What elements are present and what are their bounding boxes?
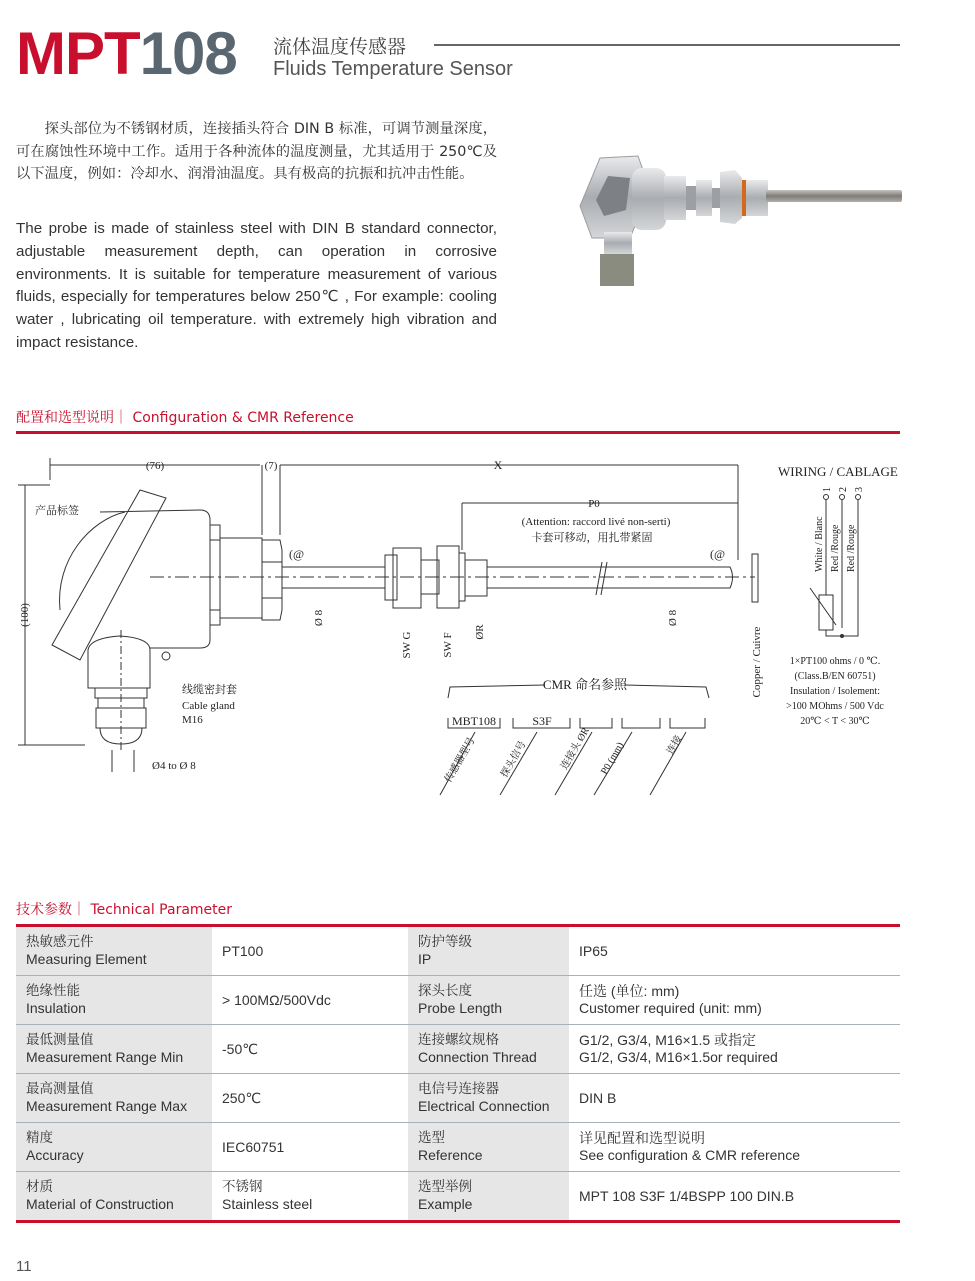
spec-label-text: Reference (418, 1147, 483, 1163)
spec-value (212, 1025, 408, 1074)
spec-value (569, 1074, 900, 1123)
spec-row (16, 927, 900, 976)
spec-value-text: 详见配置和选型说明 (579, 1130, 705, 1146)
model-prefix: MPT (16, 20, 140, 87)
title-en: Fluids Temperature Sensor (273, 58, 513, 80)
cmr-title: CMR 命名参照 (542, 677, 628, 692)
cmr-box-1: MBT108 (451, 714, 497, 728)
product-photo (560, 120, 960, 310)
spec-label-text: 最低测量值 (26, 1032, 94, 1048)
dim-p0-label: P0 (588, 498, 600, 510)
spec-label (408, 1025, 569, 1074)
page-number: 11 (16, 1258, 32, 1275)
spec-label-text: 绝缘性能 (26, 983, 80, 999)
spec-value (569, 1025, 900, 1074)
spec-label-text: 精度 (26, 1130, 53, 1146)
intro-text-en: The probe is made of stainless steel with DIN B standard connector, adjustable measurement depth, can operation in corrosive environments. It is suitable for temperature measurement of various fluids, especially for temperatures below 250℃ , For example: cooling water , lubricating oil temperature. with extremely high vibration and impact resistance. (16, 220, 497, 351)
dim-76-label: (76) (145, 460, 165, 472)
spec-label-text: 材质 (26, 1179, 53, 1195)
wiring-note: 1×PT100 ohms / 0 ℃. (789, 656, 881, 667)
intro-text-cn: 探头部位为不锈钢材质，连接插头符合 DIN B 标准，可调节测量深度，可在腐蚀性环境中工作。适用于各种流体的温度测量，尤其适用于 250℃及以下温度，例如：冷却水、润滑油温度。具有极高的抗振和抗冲击性能。 (16, 121, 497, 182)
copper-label: Copper / Cuivre (751, 626, 763, 698)
spec-value (569, 1123, 900, 1172)
terminal-2: 2 (838, 487, 849, 492)
wire-2-label: Red /Rouge (830, 524, 841, 572)
spec-value-text: MPT 108 S3F 1/4BSPP 100 DIN.B (579, 1187, 795, 1204)
spec-label (408, 1074, 569, 1123)
spec-value (212, 1123, 408, 1172)
dia-8-right: Ø 8 (667, 609, 679, 627)
model-title (16, 22, 237, 86)
at-left: (@ (289, 547, 305, 561)
attention-cn: 卡套可移动，用扎带紧固 (531, 532, 653, 544)
spec-label-text: 选型举例 (418, 1179, 472, 1195)
spec-value (212, 976, 408, 1025)
dia-r-label: ØR (474, 624, 486, 640)
attention-en: (Attention: raccord livé non-serti) (521, 516, 671, 528)
spec-label-text: Insulation (26, 1000, 86, 1016)
spec-label (16, 1123, 212, 1172)
wire-1-label: White / Blanc (814, 516, 825, 572)
cable-gland-cn: 线缆密封套 (182, 684, 237, 696)
spec-value (569, 1172, 900, 1222)
spec-label-text: 电信号连接器 (418, 1081, 499, 1097)
spec-value-text: Stainless steel (222, 1196, 313, 1212)
dim-7-label: (7) (264, 460, 278, 472)
spec-value-text: IP65 (579, 942, 608, 959)
spec-label-text: Connection Thread (418, 1049, 537, 1065)
spec-row (16, 976, 900, 1025)
at-right: (@ (710, 547, 726, 561)
sensor-probe (766, 190, 902, 202)
dim-100-label: (100) (19, 603, 31, 627)
spec-label-text: 最高测量值 (26, 1081, 94, 1097)
spec-row (16, 1074, 900, 1123)
spec-label-text: 防护等级 (418, 934, 472, 950)
cmr-label-1: 传感器型号 (443, 735, 478, 785)
dimension-diagram (0, 450, 975, 810)
wire-3-label: Red /Rouge (846, 524, 857, 572)
spec-label (408, 1172, 569, 1222)
spec-value-text: 250℃ (222, 1089, 262, 1106)
cable-gland-size: M16 (182, 714, 203, 726)
title-divider (434, 44, 900, 46)
spec-label-text: Material of Construction (26, 1196, 174, 1212)
spec-value-text: G1/2, G3/4, M16×1.5 或指定 (579, 1032, 757, 1048)
sensor-head (580, 156, 666, 286)
spec-value (569, 976, 900, 1025)
spec-label (408, 976, 569, 1025)
spec-value-text: DIN B (579, 1089, 617, 1106)
dia-8-left: Ø 8 (313, 609, 325, 627)
wiring-note: >100 MOhms / 500 Vdc (786, 701, 884, 712)
spec-row (16, 1123, 900, 1172)
spec-label (16, 976, 212, 1025)
cable-range: Ø4 to Ø 8 (152, 760, 196, 772)
spec-label (408, 927, 569, 976)
title-cn: 流体温度传感器 (273, 36, 407, 58)
cmr-label-3: 连接头 ØR (559, 725, 592, 772)
spec-value-text: -50℃ (222, 1040, 258, 1057)
spec-label-text: Measuring Element (26, 951, 147, 967)
spec-value (569, 927, 900, 976)
spec-label-text: 选型 (418, 1130, 445, 1146)
wiring-title: WIRING / CABLAGE (778, 464, 898, 479)
spec-table (16, 927, 900, 1223)
spec-label-text: Probe Length (418, 1000, 503, 1016)
config-section-rule (16, 431, 900, 434)
spec-label (408, 1123, 569, 1172)
terminal-3: 3 (854, 487, 865, 492)
model-number: 108 (139, 20, 237, 87)
sw-f-label: SW F (442, 632, 454, 658)
spec-label-text: Measurement Range Min (26, 1049, 184, 1065)
spec-label-text: Measurement Range Max (26, 1098, 188, 1114)
config-section-title: 配置和选型说明｜ Configuration & CMR Reference (16, 410, 354, 426)
spec-value (212, 1172, 408, 1222)
dim-x-label: X (493, 458, 503, 472)
spec-value-text: IEC60751 (222, 1138, 285, 1155)
spec-label-text: 热敏感元件 (26, 934, 94, 950)
dim-line-76 (50, 458, 738, 560)
cmr-label-4: P0 (mm) (599, 740, 627, 777)
cmr-box-2: S3F (532, 714, 552, 728)
sensor-fittings (664, 170, 768, 224)
spec-row (16, 1172, 900, 1222)
wiring-note: (Class.B/EN 60751) (794, 671, 876, 682)
spec-label-text: Example (418, 1196, 473, 1212)
spec-label-text: 连接螺纹规格 (418, 1032, 499, 1048)
cmr-label-5: 连接 (665, 733, 685, 757)
spec-label (16, 927, 212, 976)
spec-value-text: 不锈钢 (222, 1179, 263, 1195)
spec-value-text: > 100MΩ/500Vdc (222, 991, 331, 1008)
spec-label (16, 1025, 212, 1074)
spec-row (16, 1025, 900, 1074)
spec-value-text: PT100 (222, 942, 264, 959)
terminal-1: 1 (822, 487, 833, 492)
spec-value (212, 1074, 408, 1123)
spec-value-text: 任选 (单位: mm) (579, 983, 680, 999)
spec-label-text: Accuracy (26, 1147, 84, 1163)
wiring-note: 20℃ < T < 30℃ (800, 716, 870, 727)
spec-value-text: G1/2, G3/4, M16×1.5or required (579, 1049, 778, 1065)
spec-value-text: See configuration & CMR reference (579, 1147, 800, 1163)
cable-gland-en: Cable gland (182, 700, 235, 712)
wiring-note: Insulation / Isolement: (790, 686, 880, 697)
spec-label-text: IP (418, 951, 432, 967)
cmr-label-2: 探头信号 (499, 739, 529, 780)
spec-label (16, 1074, 212, 1123)
spec-label (16, 1172, 212, 1222)
spec-label-text: 探头长度 (418, 983, 472, 999)
tech-section-title: 技术参数｜ Technical Parameter (16, 902, 233, 918)
product-label-callout: 产品标签 (35, 505, 79, 517)
spec-value-text: Customer required (unit: mm) (579, 1000, 762, 1016)
sw-g-label: SW G (401, 631, 413, 659)
terminal-head-drawing (52, 490, 282, 772)
spec-value (212, 927, 408, 976)
spec-label-text: Electrical Connection (418, 1098, 550, 1114)
